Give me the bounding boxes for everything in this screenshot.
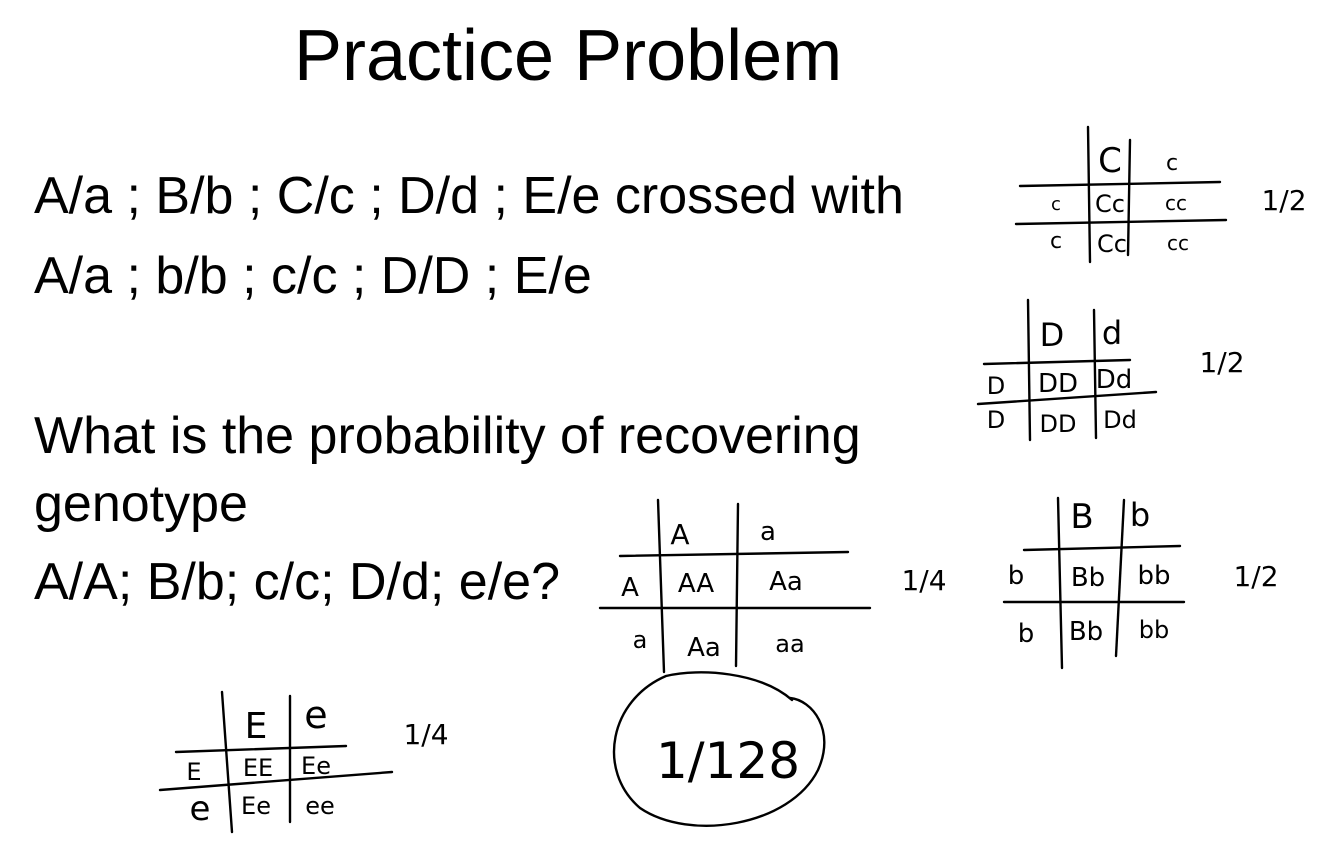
probability-label: 1/2 bbox=[1233, 560, 1279, 593]
cell-genotype: Aa bbox=[687, 633, 721, 663]
cell-genotype: Ee bbox=[241, 792, 271, 820]
question-line-1: What is the probability of recovering bbox=[34, 407, 861, 465]
cell-genotype: AA bbox=[677, 569, 715, 599]
side-allele: c bbox=[1049, 229, 1063, 254]
header-allele: b bbox=[1129, 496, 1151, 534]
page-title: Practice Problem bbox=[294, 16, 843, 96]
punnett-square-c bbox=[1016, 127, 1307, 262]
grid-line bbox=[984, 360, 1130, 364]
header-allele: E bbox=[244, 706, 268, 747]
cell-genotype: Ee bbox=[301, 752, 331, 780]
question-line-3: A/A; B/b; c/c; D/d; e/e? bbox=[34, 553, 561, 611]
cell-genotype: Bb bbox=[1068, 617, 1104, 647]
cell-genotype: bb bbox=[1137, 561, 1171, 591]
cell-genotype: cc bbox=[1167, 231, 1189, 255]
grid-line bbox=[1024, 546, 1180, 550]
header-allele: A bbox=[670, 518, 690, 551]
cell-genotype: cc bbox=[1165, 191, 1187, 215]
probability-label: 1/4 bbox=[901, 564, 947, 597]
cell-genotype: ee bbox=[305, 792, 335, 820]
cell-genotype: aa bbox=[775, 630, 805, 658]
grid-line bbox=[1016, 220, 1226, 224]
side-allele: e bbox=[189, 789, 211, 829]
cross-line-2: A/a ; b/b ; c/c ; D/D ; E/e bbox=[34, 247, 592, 305]
cell-genotype: Dd bbox=[1095, 365, 1133, 395]
grid-line bbox=[658, 500, 664, 672]
header-allele: e bbox=[304, 693, 328, 737]
cell-genotype: DD bbox=[1037, 369, 1079, 399]
probability-label: 1/4 bbox=[403, 718, 449, 751]
cell-genotype: DD bbox=[1039, 410, 1077, 438]
answer-value: 1/128 bbox=[655, 732, 801, 790]
grid-line bbox=[1128, 140, 1130, 255]
punnett-square-b bbox=[1004, 496, 1279, 668]
probability-label: 1/2 bbox=[1199, 346, 1245, 379]
grid-line bbox=[1088, 127, 1090, 262]
header-allele: B bbox=[1070, 497, 1094, 537]
probability-label: 1/2 bbox=[1261, 184, 1307, 217]
header-allele: a bbox=[760, 517, 776, 547]
grid-line bbox=[736, 504, 738, 666]
header-allele: d bbox=[1101, 314, 1123, 352]
header-allele: D bbox=[1039, 316, 1065, 354]
side-allele: c bbox=[1051, 194, 1061, 215]
grid-line bbox=[1058, 498, 1062, 668]
header-allele: C bbox=[1098, 141, 1122, 181]
grid-line bbox=[620, 552, 848, 556]
side-allele: D bbox=[986, 372, 1006, 400]
side-allele: b bbox=[1017, 619, 1035, 649]
cell-genotype: Cc bbox=[1095, 190, 1125, 218]
side-allele: b bbox=[1007, 561, 1025, 591]
cross-line-1: A/a ; B/b ; C/c ; D/d ; E/e crossed with bbox=[34, 167, 904, 225]
grid-line bbox=[1020, 182, 1220, 186]
header-allele: c bbox=[1165, 151, 1179, 176]
cell-genotype: Dd bbox=[1103, 406, 1137, 434]
grid-line bbox=[222, 692, 232, 832]
cell-genotype: EE bbox=[242, 754, 274, 782]
cell-genotype: Aa bbox=[769, 567, 803, 597]
cell-genotype: Cc bbox=[1097, 230, 1127, 258]
punnett-square-d bbox=[978, 300, 1245, 440]
punnett-square-e bbox=[160, 692, 449, 832]
side-allele: D bbox=[986, 406, 1006, 434]
grid-line bbox=[1116, 500, 1124, 656]
answer-circle bbox=[614, 672, 824, 825]
side-allele: E bbox=[186, 758, 202, 786]
punnett-square-a bbox=[600, 500, 947, 672]
cell-genotype: bb bbox=[1138, 616, 1170, 644]
grid-line bbox=[1028, 300, 1030, 440]
side-allele: a bbox=[632, 626, 648, 654]
cell-genotype: Bb bbox=[1070, 563, 1106, 593]
question-line-2: genotype bbox=[34, 475, 248, 533]
side-allele: A bbox=[621, 573, 639, 603]
